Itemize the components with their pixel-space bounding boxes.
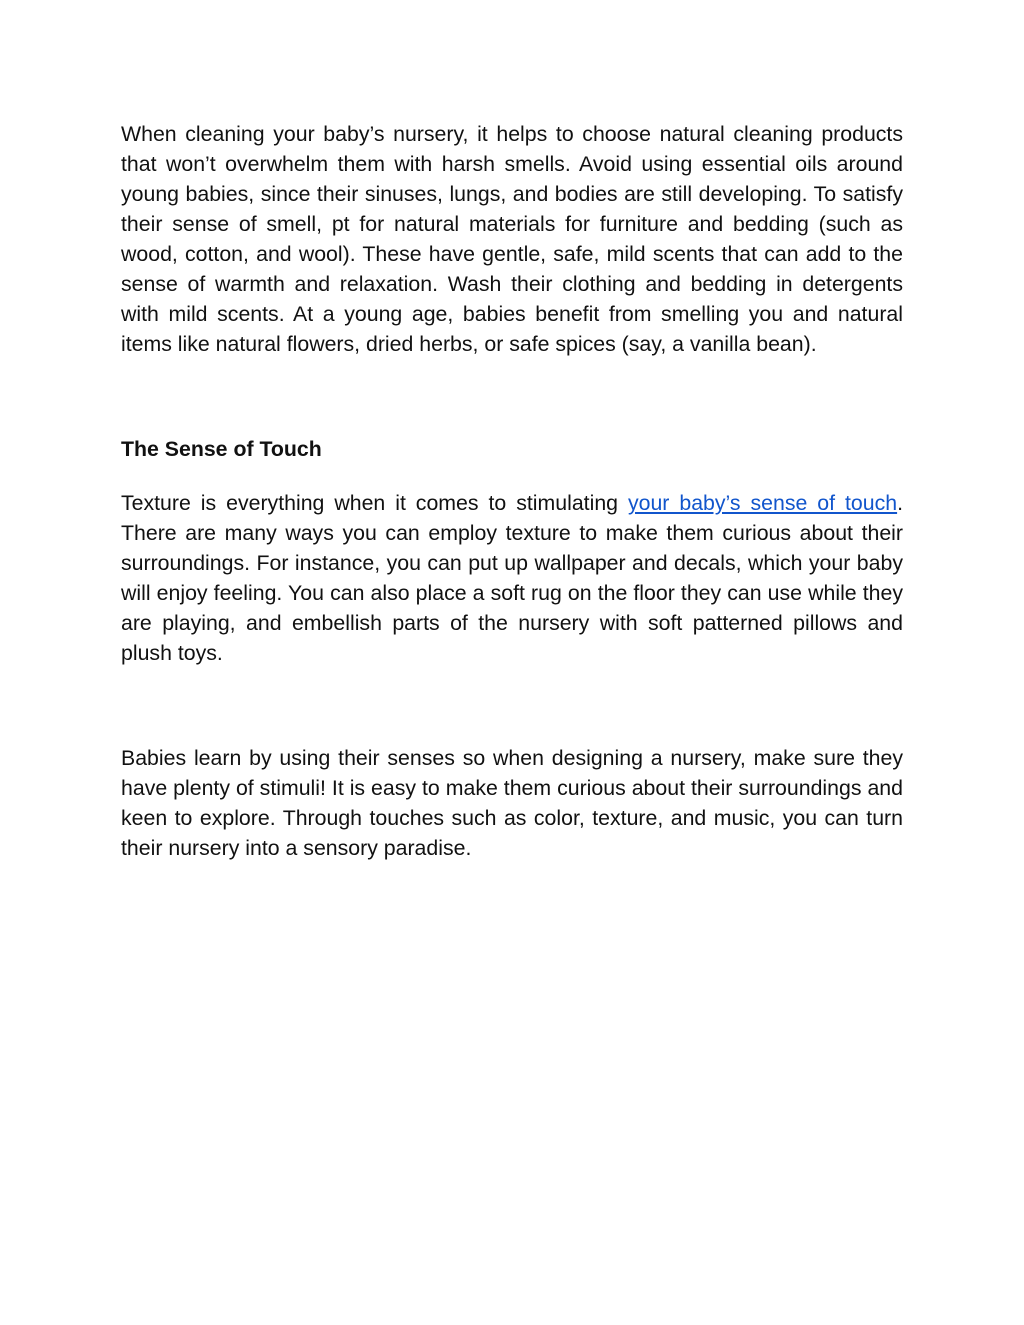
sense-of-touch-link[interactable]: your baby’s sense of touch [627, 491, 898, 515]
touch-text-before-link: Texture is everything when it comes to stimulating [121, 491, 628, 515]
paragraph-conclusion: Babies learn by using their senses so when designing a nursery, make sure they have plenty of stimuli! It is easy to make them curious about their surroundings and keen to explore. Through touches such as color, texture, and music, you can turn their nursery into a sensory paradise. [121, 746, 903, 860]
document-page [121, 119, 903, 863]
heading-sense-of-touch: The Sense of Touch [121, 437, 322, 461]
paragraph-smell: When cleaning your baby’s nursery, it helps to choose natural cleaning products that won’t overwhelm them with harsh smells. Avoid using essential oils around young babies, since their sinuses, lungs, and bodies are still developing. To satisfy their sense of smell, pt for natural materials for furniture and bedding (such as wood, cotton, and wool). These have gentle, safe, mild scents that can add to the sense of warmth and relaxation. Wash their clothing and bedding in detergents with mild scents. At a young age, babies benefit from smelling you and natural items like natural flowers, dried herbs, or safe spices (say, a vanilla bean). [121, 122, 903, 356]
spacer [121, 668, 903, 743]
spacer [121, 359, 903, 434]
touch-text-after-link: . There are many ways you can employ texture to make them curious about their surroundings. For instance, you can put up wallpaper and decals, which your baby will enjoy feeling. You can also place a soft rug on the floor they can use while they are playing, and embellish parts of the nursery with soft patterned pillows and plush toys. [121, 491, 904, 665]
paragraph-touch [121, 488, 903, 668]
spacer [121, 464, 903, 488]
